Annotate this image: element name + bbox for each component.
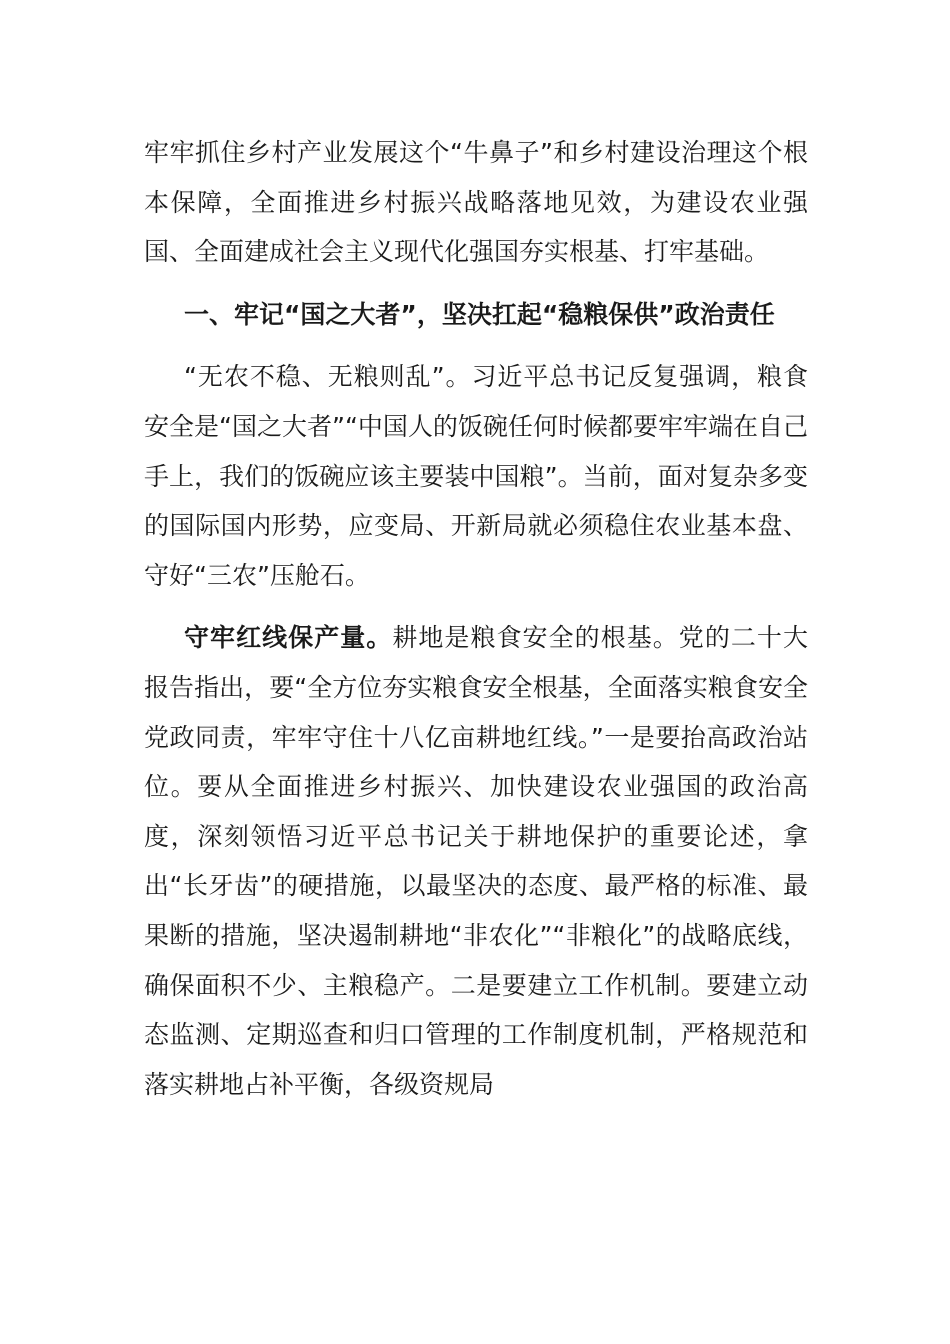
paragraph-farmland bbox=[144, 613, 808, 1109]
section-heading: 一、牢记“国之大者”，坚决扛起“稳粮保供”政治责任 bbox=[184, 299, 775, 329]
paragraph-intro: 牢牢抓住乡村产业发展这个“牛鼻子”和乡村建设治理这个根本保障，全面推进乡村振兴战略落地见效，为建设农业强国、全面建成社会主义现代化强国夯实根基、打牢基础。 bbox=[144, 138, 808, 267]
document-page bbox=[144, 128, 808, 1109]
paragraph-food-security: “无农不稳、无粮则乱”。习近平总书记反复强调，粮食安全是“国之大者”“中国人的饭碗任何时候都要牢牢端在自己手上，我们的饭碗应该主要装中国粮”。当前，面对复杂多变的国际国内形势，应变局、开新局就必须稳住农业基本盘、守好“三农”压舱石。 bbox=[144, 362, 808, 590]
paragraph-lead: 守牢红线保产量。 bbox=[184, 623, 393, 653]
paragraph-body: 耕地是粮食安全的根基。党的二十大报告指出，要“全方位夯实粮食安全根基，全面落实粮食安全党政同责，牢牢守住十八亿亩耕地红线。”一是要抬高政治站位。要从全面推进乡村振兴、加快建设农业强国的政治高度，深刻领悟习近平总书记关于耕地保护的重要论述，拿出“长牙齿”的硬措施，以最坚决的态度、最严格的标准、最果断的措施，坚决遏制耕地“非农化”“非粮化”的战略底线，确保面积不少、主粮稳产。二是要建立工作机制。要建立动态监测、定期巡查和归口管理的工作制度机制，严格规范和落实耕地占补平衡，各级资规局 bbox=[144, 623, 808, 1099]
